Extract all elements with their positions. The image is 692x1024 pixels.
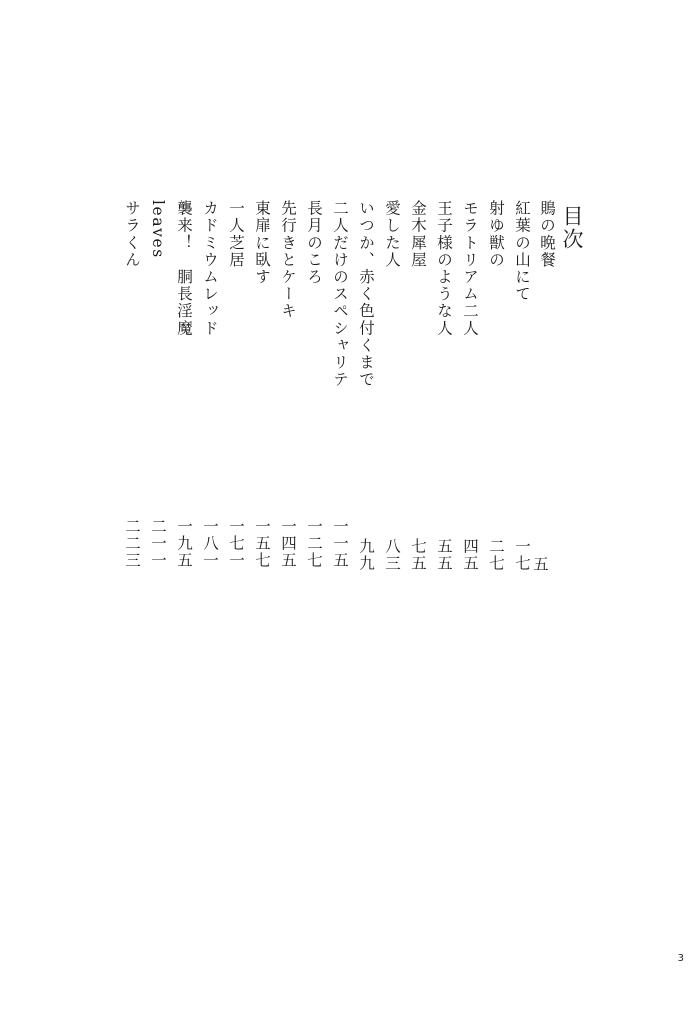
- toc-entry-page: 一七一: [227, 518, 245, 569]
- toc-entry-page: 一七: [513, 538, 531, 572]
- toc-entry-page: 二七: [487, 538, 505, 572]
- toc-entry-page: 二二三: [123, 518, 141, 569]
- toc-entry-page: 七五: [409, 538, 427, 572]
- toc-entry-title: いつか、赤く色付くまで: [357, 200, 375, 389]
- toc-entry-page: 五五: [435, 538, 453, 572]
- toc-entry-page: 四五: [461, 538, 479, 572]
- toc-entry-page: 八三: [383, 538, 401, 572]
- toc-entry-title: 襲来！ 胴長淫魔: [175, 200, 193, 337]
- toc-entry-page: 一一五: [331, 518, 349, 569]
- toc-entry-title: カドミウムレッド: [201, 200, 219, 337]
- page-number: 3: [677, 953, 684, 964]
- toc-entry-title: 金木犀屋: [409, 200, 427, 269]
- toc-entry-title: 王子様のような人: [435, 200, 453, 337]
- toc-entry-page: 二一一: [149, 518, 167, 569]
- toc-entry-title: 愛した人: [383, 200, 401, 269]
- toc-entry-page: 五: [531, 556, 549, 573]
- toc-entry-page: 一二七: [305, 518, 323, 569]
- toc-heading: 目次: [560, 205, 584, 251]
- toc-entry-title: 東扉に臥す: [253, 200, 271, 286]
- toc-entry-title: 鵙の晩餐: [538, 200, 556, 269]
- toc-entry-title: モラトリアム二人: [461, 200, 479, 337]
- toc-entry-title: 射ゆ獣の: [487, 200, 505, 269]
- toc-entry-page: 九九: [357, 538, 375, 572]
- toc-entry-title: サラくん: [123, 200, 141, 269]
- toc-entry-title: 長月のころ: [305, 200, 323, 286]
- toc-entry-title: 一人芝居: [227, 200, 245, 269]
- toc-entry-title: 紅葉の山にて: [513, 200, 531, 303]
- toc-entry-title: 二人だけのスペシャリテ: [331, 200, 349, 389]
- toc-entry-page: 一五七: [253, 518, 271, 569]
- toc-entry-title: leaves: [149, 200, 167, 259]
- toc-entry-page: 一九五: [175, 518, 193, 569]
- toc-entry-title: 先行きとケーキ: [279, 200, 297, 320]
- toc-entry-page: 一八一: [201, 518, 219, 569]
- toc-entry-page: 一四五: [279, 518, 297, 569]
